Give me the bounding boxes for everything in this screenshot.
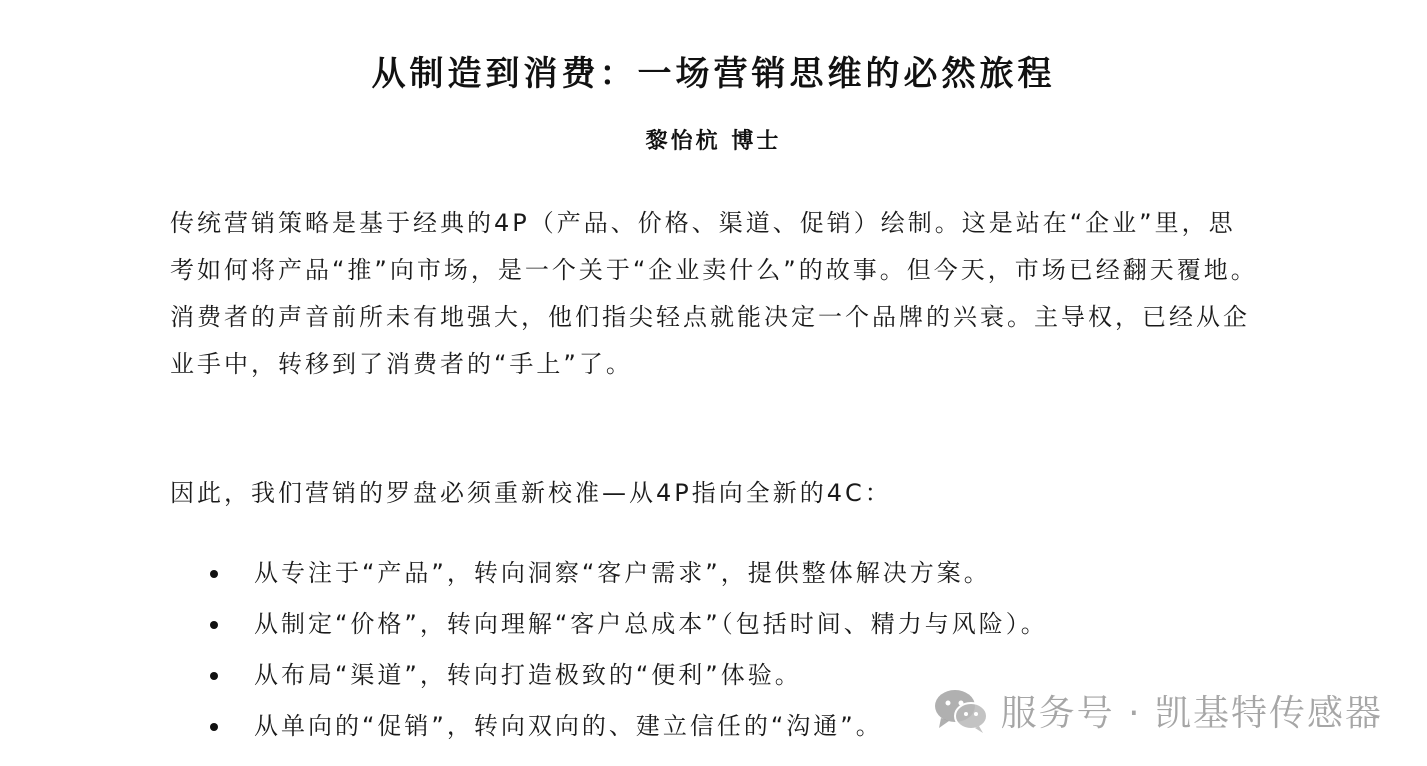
list-item-text: 从专注于“产品”，转向洞察“客户需求”，提供整体解决方案。 — [254, 559, 991, 587]
article-author: 黎怡杭 博士 — [645, 129, 782, 154]
list-item — [200, 550, 1300, 601]
transition-paragraph: 因此，我们营销的罗盘必须重新校准—从4P指向全新的4C： — [170, 479, 892, 507]
list-item-text: 从制定“价格”，转向理解“客户总成本”（包括时间、精力与风险）。 — [254, 610, 1048, 638]
list-item-text: 从单向的“促销”，转向双向的、建立信任的“沟通”。 — [254, 712, 883, 740]
intro-paragraph: 传统营销策略是基于经典的4P（产品、价格、渠道、促销）绘制。这是站在“企业”里，思考如何将产品“推”向市场，是一个关于“企业卖什么”的故事。但今天，市场已经翻天覆地。消费者的声音前所未有地强大，他们指尖轻点就能决定一个品牌的兴衰。主导权，已经从企业手中，转移到了消费者的“手上”了。 — [170, 209, 1258, 378]
list-item-text: 从布局“渠道”，转向打造极致的“便利”体验。 — [254, 661, 802, 689]
article-title: 从制造到消费：一场营销思维的必然旅程 — [371, 54, 1056, 94]
list-item — [200, 601, 1300, 652]
bullet-dot — [210, 570, 218, 578]
bullet-dot — [210, 672, 218, 680]
wechat-icon — [931, 686, 991, 734]
bullet-dot — [210, 723, 218, 731]
watermark-text: 服务号 · 凯基特传感器 — [1000, 692, 1383, 734]
watermark — [931, 680, 1383, 740]
bullet-dot — [210, 621, 218, 629]
